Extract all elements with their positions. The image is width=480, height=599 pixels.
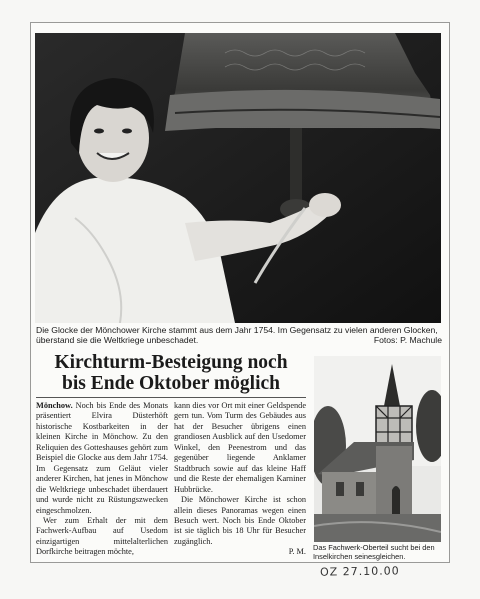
headline-divider [36, 397, 306, 398]
article-signature: P. M. [288, 547, 306, 557]
church-photo [314, 356, 441, 542]
church-caption: Das Fachwerk-Oberteil sucht bei den Inselkirchen seinesgleichen. [313, 543, 435, 561]
article-paragraph-3: kann dies vor Ort mit einer Geldspende gern tun. Vom Turm des Gebäudes aus hat der Besucher übrigens einen grandiosen Ausblick auf den Usedomer Winkel, den Peenestrom und das gegenüber liegende Anklamer Stadtbruch sowie auf das kleine Haff und die Reste der ehemaligen Karniner Hubbrücke. [174, 401, 306, 494]
headline-line2: bis Ende Oktober möglich [62, 373, 280, 394]
bell-photo [35, 33, 441, 323]
article-paragraph-1: Noch bis Ende des Monats präsentiert Elvira Düsterhöft historische Kostbarkeiten in der kleinen Kirche in Mönchow. Zu den Reliquien des Gotteshauses gehört zum Beispiel die Glocke aus dem Jahr 1754. Im Gegensatz zum Geläut vieler anderer Kirchen, hat jenes in Mönchow die Weltkriege unbeschadet überdauert und wurde nicht zu Rüstungszwecken eingeschmolzen. [36, 401, 168, 515]
photo-credit: Fotos: P. Machule [373, 335, 442, 345]
handwritten-date-note: OZ 27.10.00 [319, 564, 400, 579]
dateline: Mönchow. [36, 401, 73, 410]
article-paragraph-4: Die Mönchower Kirche ist schon allein dieses Panoramas wegen einen Besuch wert. Noch bis Ende Oktober ist sie täglich bis 18 Uhr für Besucher zugänglich. [174, 495, 306, 546]
photo-caption [36, 325, 442, 345]
headline-line1: Kirchturm-Besteigung noch [54, 352, 288, 373]
photo-caption-line1: Die Glocke der Mönchower Kirche stammt aus dem Jahr 1754. Im Gegensatz zu vielen anderen Glocken, [36, 325, 438, 335]
headline [36, 352, 306, 394]
photo-caption-line2: überstand sie die Weltkriege unbeschadet. [36, 335, 199, 345]
article-column-2 [174, 401, 306, 558]
article-column-1 [36, 401, 168, 558]
article-paragraph-2: Wer zum Erhalt der mit dem Fachwerk-Aufbau auf Usedom einzigartigen mittelalterlichen Dorfkirche beitragen möchte, [36, 515, 168, 557]
